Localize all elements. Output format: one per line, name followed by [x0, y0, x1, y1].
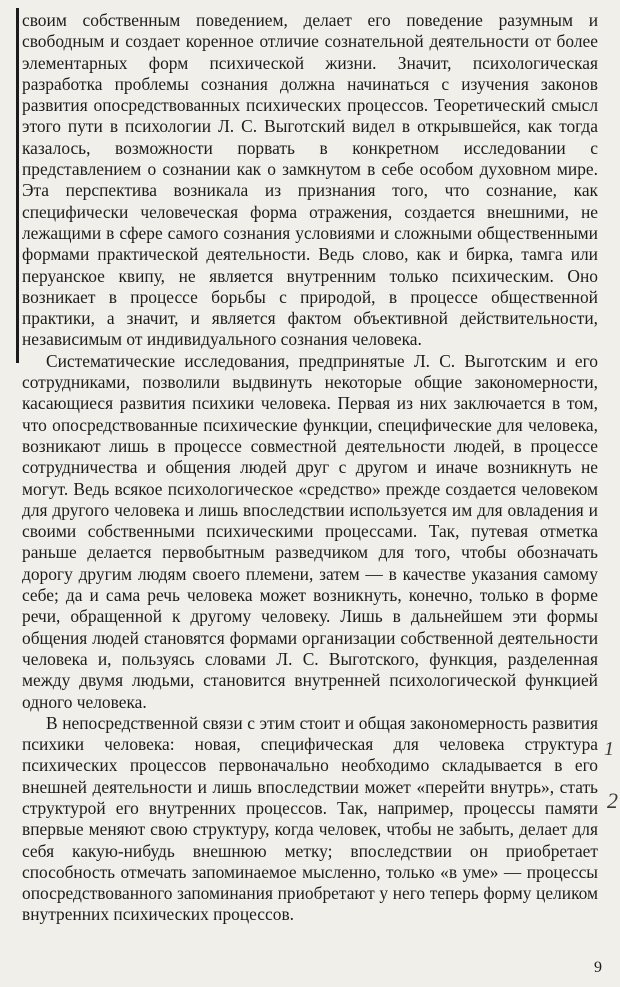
page-number: 9 — [594, 959, 602, 976]
paragraph-1: своим собственным поведением, делает его поведение разумным и свободным и создает коренное отличие сознательной деятельности от более элементарных форм психической жизни. Значит, психологическая разработка проблемы сознания должна начинаться с изучения законов развития опосредствованных психических процессов. Теоретический смысл этого пути в психологии Л. С. Выготский видел в открывшейся, как тогда казалось, возможности порвать в конкретном исследовании с представлением о сознании как о замкнутом в себе особом духовном мире. Эта перспектива возникала из признания того, что сознание, как специфически человеческая форма отражения, создается внешними, не лежащими в сфере самого сознания условиями и сложными общественными формами практической деятельности. Ведь слово, как и бирка, тамга или перуанское квипу, не является внутренним только психическим. Оно возникает в процессе борьбы с природой, в процессе общественной практики, а значит, и является фактом объективной действительности, независимым от индивидуального сознания человека. — [22, 10, 598, 350]
paragraph-2: Систематические исследования, предпринятые Л. С. Выготским и его сотрудниками, позволили выдвинуть некоторые общие закономерности, касающиеся развития психики человека. Первая из них заключается в том, что опосредствованные психические функции, специфические для человека, возникают лишь в процессе совместной деятельности людей, в процессе сотрудничества и общения людей друг с другом и иначе возникнуть не могут. Ведь всякое психологическое «средство» прежде создается человеком для другого человека и лишь впоследствии используется им для овладения и своими собственными психическими процессами. Так, путевая отметка раньше делается первобытным разведчиком для того, чтобы обозначать дорогу другим людям своего племени, затем — в качестве указания самому себе; да и сама речь человека может возникнуть, конечно, только в форме речи, обращенной к другому человеку. Лишь в дальнейшем эти формы общения людей становятся формами организации собственной деятельности человека и, пользуясь словами Л. С. Выготского, функция, разделенная между двумя людьми, становится внутренней психологической функцией одного человека. — [22, 350, 598, 712]
margin-note-2: 2 — [607, 788, 618, 813]
body-text — [22, 10, 598, 926]
margin-vertical-line — [16, 8, 19, 363]
paragraph-3: В непосредственной связи с этим стоит и общая закономерность развития психики человека: новая, специфическая для человека структура психических процессов первоначально необходимо складывается в его внешней деятельности и лишь впоследствии может «перейти внутрь», стать структурой его внутренних процессов. Так, например, процессы памяти впервые меняют свою структуру, когда человек, чтобы не забыть, делает для себя какую-нибудь внешнюю метку; впоследствии он приобретает способность отмечать запоминаемое мысленно, только «в уме» — процессы опосредствованного запоминания приобретают у него теперь форму целиком внутренних психических процессов. — [22, 712, 598, 925]
margin-note-1: 1 — [604, 738, 614, 760]
